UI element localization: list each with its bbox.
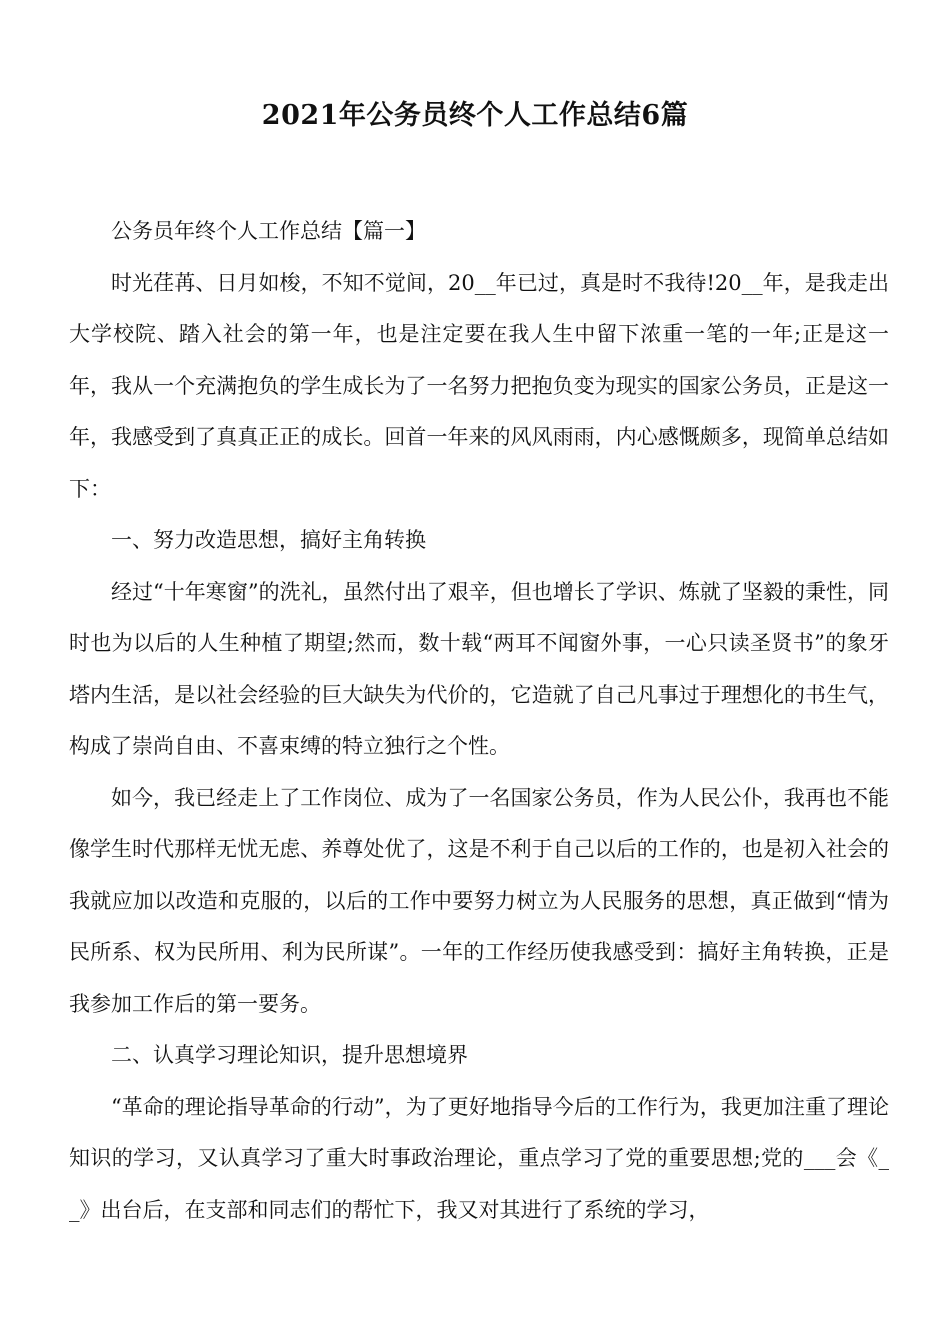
paragraph-body-1: 经过“十年寒窗”的洗礼，虽然付出了艰辛，但也增长了学识、炼就了坚毅的秉性，同时也为以后的人生种植了期望;然而，数十载“两耳不闻窗外事，一心只读圣贤书”的象牙塔内生活，是以社会经验的巨大缺失为代价的，它造就了自己凡事过于理想化的书生气，构成了崇尚自由、不喜束缚的特立独行之个性。	[69, 579, 889, 758]
paragraph-intro: 时光荏苒、日月如梭，不知不觉间，20__年已过，真是时不我待!20__年，是我走出大学校院、踏入社会的第一年，也是注定要在我人生中留下浓重一笔的一年;正是这一年，我从一个充满抱负的学生成长为了一名努力把抱负变为现实的国家公务员，正是这一年，我感受到了真真正正的成长。回首一年来的风风雨雨，内心感慨颇多，现简单总结如下：	[69, 270, 889, 501]
document-body	[69, 206, 889, 1236]
paragraph-body-3: “革命的理论指导革命的行动”，为了更好地指导今后的工作行为，我更加注重了理论知识的学习，又认真学习了重大时事政治理论，重点学习了党的重要思想;党的___会《__》出台后，在支部和同志们的帮忙下，我又对其进行了系统的学习，	[69, 1094, 889, 1222]
section-heading-1: 公务员年终个人工作总结【篇一】	[111, 219, 426, 243]
section-heading-point-1: 一、努力改造思想，搞好主角转换	[111, 528, 426, 552]
document-title: 2021年公务员终个人工作总结6篇	[261, 100, 689, 131]
paragraph-body-2: 如今，我已经走上了工作岗位、成为了一名国家公务员，作为人民公仆，我再也不能像学生时代那样无忧无虑、养尊处优了，这是不利于自己以后的工作的，也是初入社会的我就应加以改造和克服的，以后的工作中要努力树立为人民服务的思想，真正做到“情为民所系、权为民所用、利为民所谋”。一年的工作经历使我感受到：搞好主角转换，正是我参加工作后的第一要务。	[69, 785, 889, 1016]
section-heading-point-2: 二、认真学习理论知识，提升思想境界	[111, 1043, 468, 1067]
